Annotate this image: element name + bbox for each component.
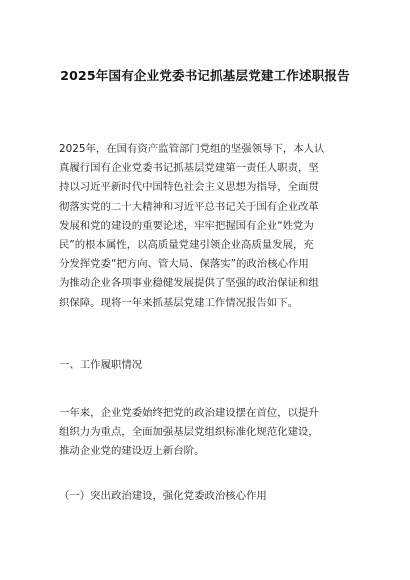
- intro-line: 持以习近平新时代中国特色社会主义思想为指导，全面贯: [59, 181, 319, 194]
- intro-line: 2025年，在国有资产监管部门党组的坚强领导下，本人认: [59, 143, 325, 155]
- subsection-heading: （一）突出政治建设，强化党委政治核心作用: [59, 490, 267, 502]
- intro-line: 真履行国有企业党委书记抓基层党建第一责任人职责，坚: [59, 162, 319, 175]
- intro-paragraph: [59, 140, 359, 313]
- intro-line: 分发挥党委“把方向、管大局、保落实”的政治核心作用: [59, 258, 309, 271]
- section-heading: 一、工作履职情况: [59, 359, 143, 371]
- body-line: 一年来，企业党委始终把党的政治建设摆在首位，以提升: [59, 407, 319, 419]
- document-title: 2025年国有企业党委书记抓基层党建工作述职报告: [60, 68, 350, 83]
- body-paragraph: [59, 404, 359, 462]
- intro-line: 发展和党的建设的重要论述，牢牢把握国有企业“姓党为: [59, 219, 314, 232]
- intro-line: 彻落实党的二十大精神和习近平总书记关于国有企业改革: [59, 200, 319, 213]
- intro-line: 织保障。现将一年来抓基层党建工作情况报告如下。: [59, 296, 298, 309]
- intro-line: 民”的根本属性，以高质量党建引领企业高质量发展，充: [59, 239, 314, 252]
- body-line: 推动企业党的建设迈上新台阶。: [59, 445, 205, 458]
- body-line: 组织力为重点，全面加强基层党组织标准化规范化建设，: [59, 426, 319, 439]
- intro-line: 为推动企业各项事业稳健发展提供了坚强的政治保证和组: [59, 277, 319, 290]
